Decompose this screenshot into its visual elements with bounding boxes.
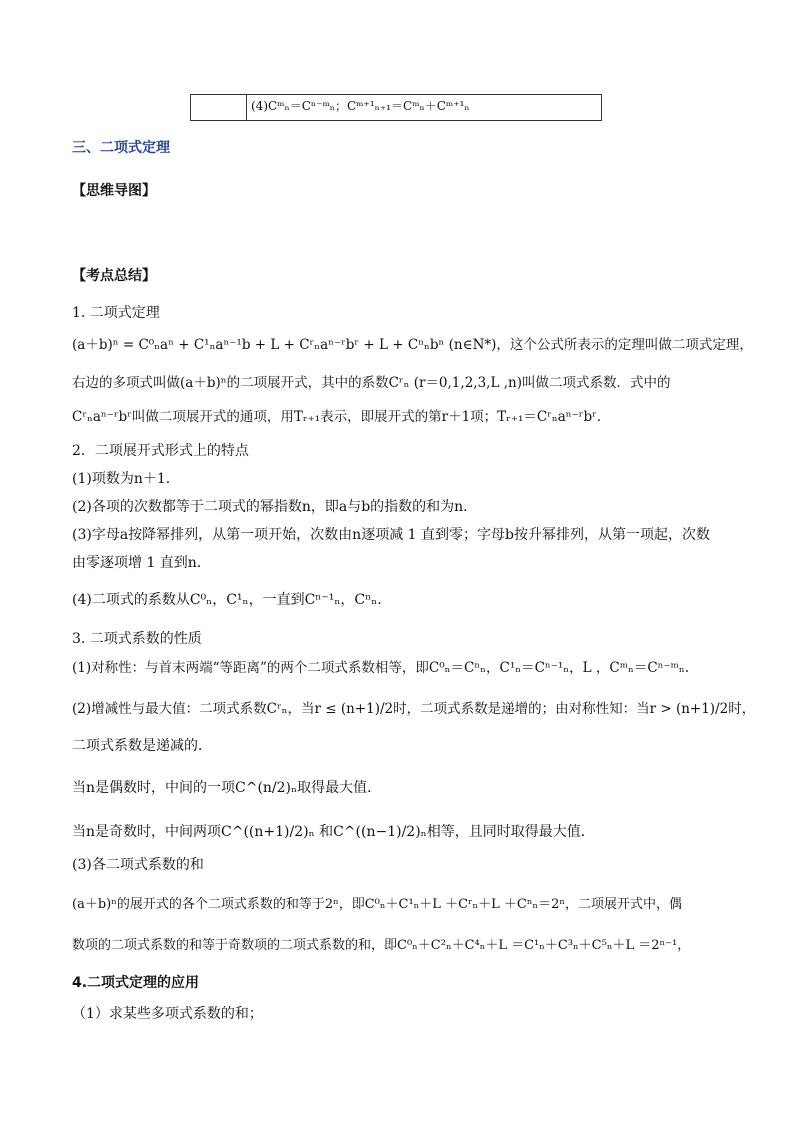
section-title: 三、二项式定理	[72, 140, 170, 156]
p2-item1: (1)项数为n＋1.	[72, 471, 171, 487]
p3-item3-line2: 数项的二项式系数的和等于奇数项的二项式系数的和，即C⁰ₙ＋C²ₙ＋C⁴ₙ＋L ＝C¹ₙ＋C³ₙ＋C⁵ₙ＋L ＝2ⁿ⁻¹，	[72, 938, 691, 953]
p2-item2: (2)各项的次数都等于二项式的幂指数n，即a与b的指数的和为n．	[72, 499, 478, 515]
p3-odd-case: 当n是奇数时，中间两项C^((n+1)/2)ₙ 和C^((n−1)/2)ₙ相等，且同时取得最大值．	[72, 824, 595, 840]
mindmap-heading: 【思维导图】	[72, 183, 156, 199]
p1-line2: 右边的多项式叫做(a＋b)ⁿ的二项展开式，其中的系数Cʳₙ (r＝0,1,2,3,L ,n)叫做二项式系数．式中的	[72, 375, 671, 391]
p3-item2-line2: 二项式系数是递减的．	[72, 738, 212, 754]
summary-heading: 【考点总结】	[72, 268, 156, 284]
p2-item3-line1: (3)字母a按降幂排列，从第一项开始，次数由n逐项减 1 直到零；字母b按升幂排列，从第一项起，次数	[72, 527, 710, 543]
p3-item1: (1)对称性：与首末两端“等距离”的两个二项式系数相等，即C⁰ₙ＝Cⁿₙ，C¹ₙ＝Cⁿ⁻¹ₙ，L ，Cᵐₙ＝Cⁿ⁻ᵐₙ.	[72, 660, 690, 676]
p1-heading: 1. 二项式定理	[72, 305, 160, 321]
binomial-theorem-formula: (a＋b)ⁿ = C⁰ₙaⁿ + C¹ₙaⁿ⁻¹b + L + Cʳₙaⁿ⁻ʳbʳ + L + Cⁿₙbⁿ (n∈N*)，这个公式所表示的定理叫做二项式定理，	[72, 337, 753, 353]
p3-item3-line1: (a＋b)ⁿ的展开式的各个二项式系数的和等于2ⁿ，即C⁰ₙ＋C¹ₙ＋L ＋Cʳₙ＋L ＋Cⁿₙ＝2ⁿ，二项展开式中，偶	[72, 897, 683, 912]
table-cell-empty	[191, 95, 247, 120]
p3-even-case: 当n是偶数时，中间的一项C^(n/2)ₙ取得最大值．	[72, 780, 382, 796]
p4-heading: 4.二项式定理的应用	[72, 975, 200, 991]
p2-item4: (4)二项式的系数从C⁰ₙ，C¹ₙ，一直到Cⁿ⁻¹ₙ，Cⁿₙ.	[72, 592, 382, 608]
p3-item3: (3)各二项式系数的和	[72, 857, 204, 873]
p3-item2-line1: (2)增减性与最大值：二项式系数Cʳₙ，当r ≤ (n+1)/2时，二项式系数是递增的；由对称性知：当r > (n+1)/2时，	[72, 701, 756, 717]
table-cell-formula: (4)Cᵐₙ＝Cⁿ⁻ᵐₙ；Cᵐ⁺¹ₙ₊₁＝Cᵐₙ＋Cᵐ⁺¹ₙ	[251, 99, 470, 113]
p4-item1: （1）求某些多项式系数的和；	[72, 1006, 263, 1022]
p1-line3: Cʳₙaⁿ⁻ʳbʳ叫做二项展开式的通项，用Tᵣ₊₁表示，即展开式的第r＋1项；Tᵣ₊₁＝Cʳₙaⁿ⁻ʳbʳ.	[72, 409, 602, 425]
p2-item3-line2: 由零逐项增 1 直到n．	[72, 555, 211, 571]
formula-table	[190, 94, 602, 121]
p3-heading: 3. 二项式系数的性质	[72, 631, 202, 647]
p2-heading: 2．二项展开式形式上的特点	[72, 443, 249, 459]
